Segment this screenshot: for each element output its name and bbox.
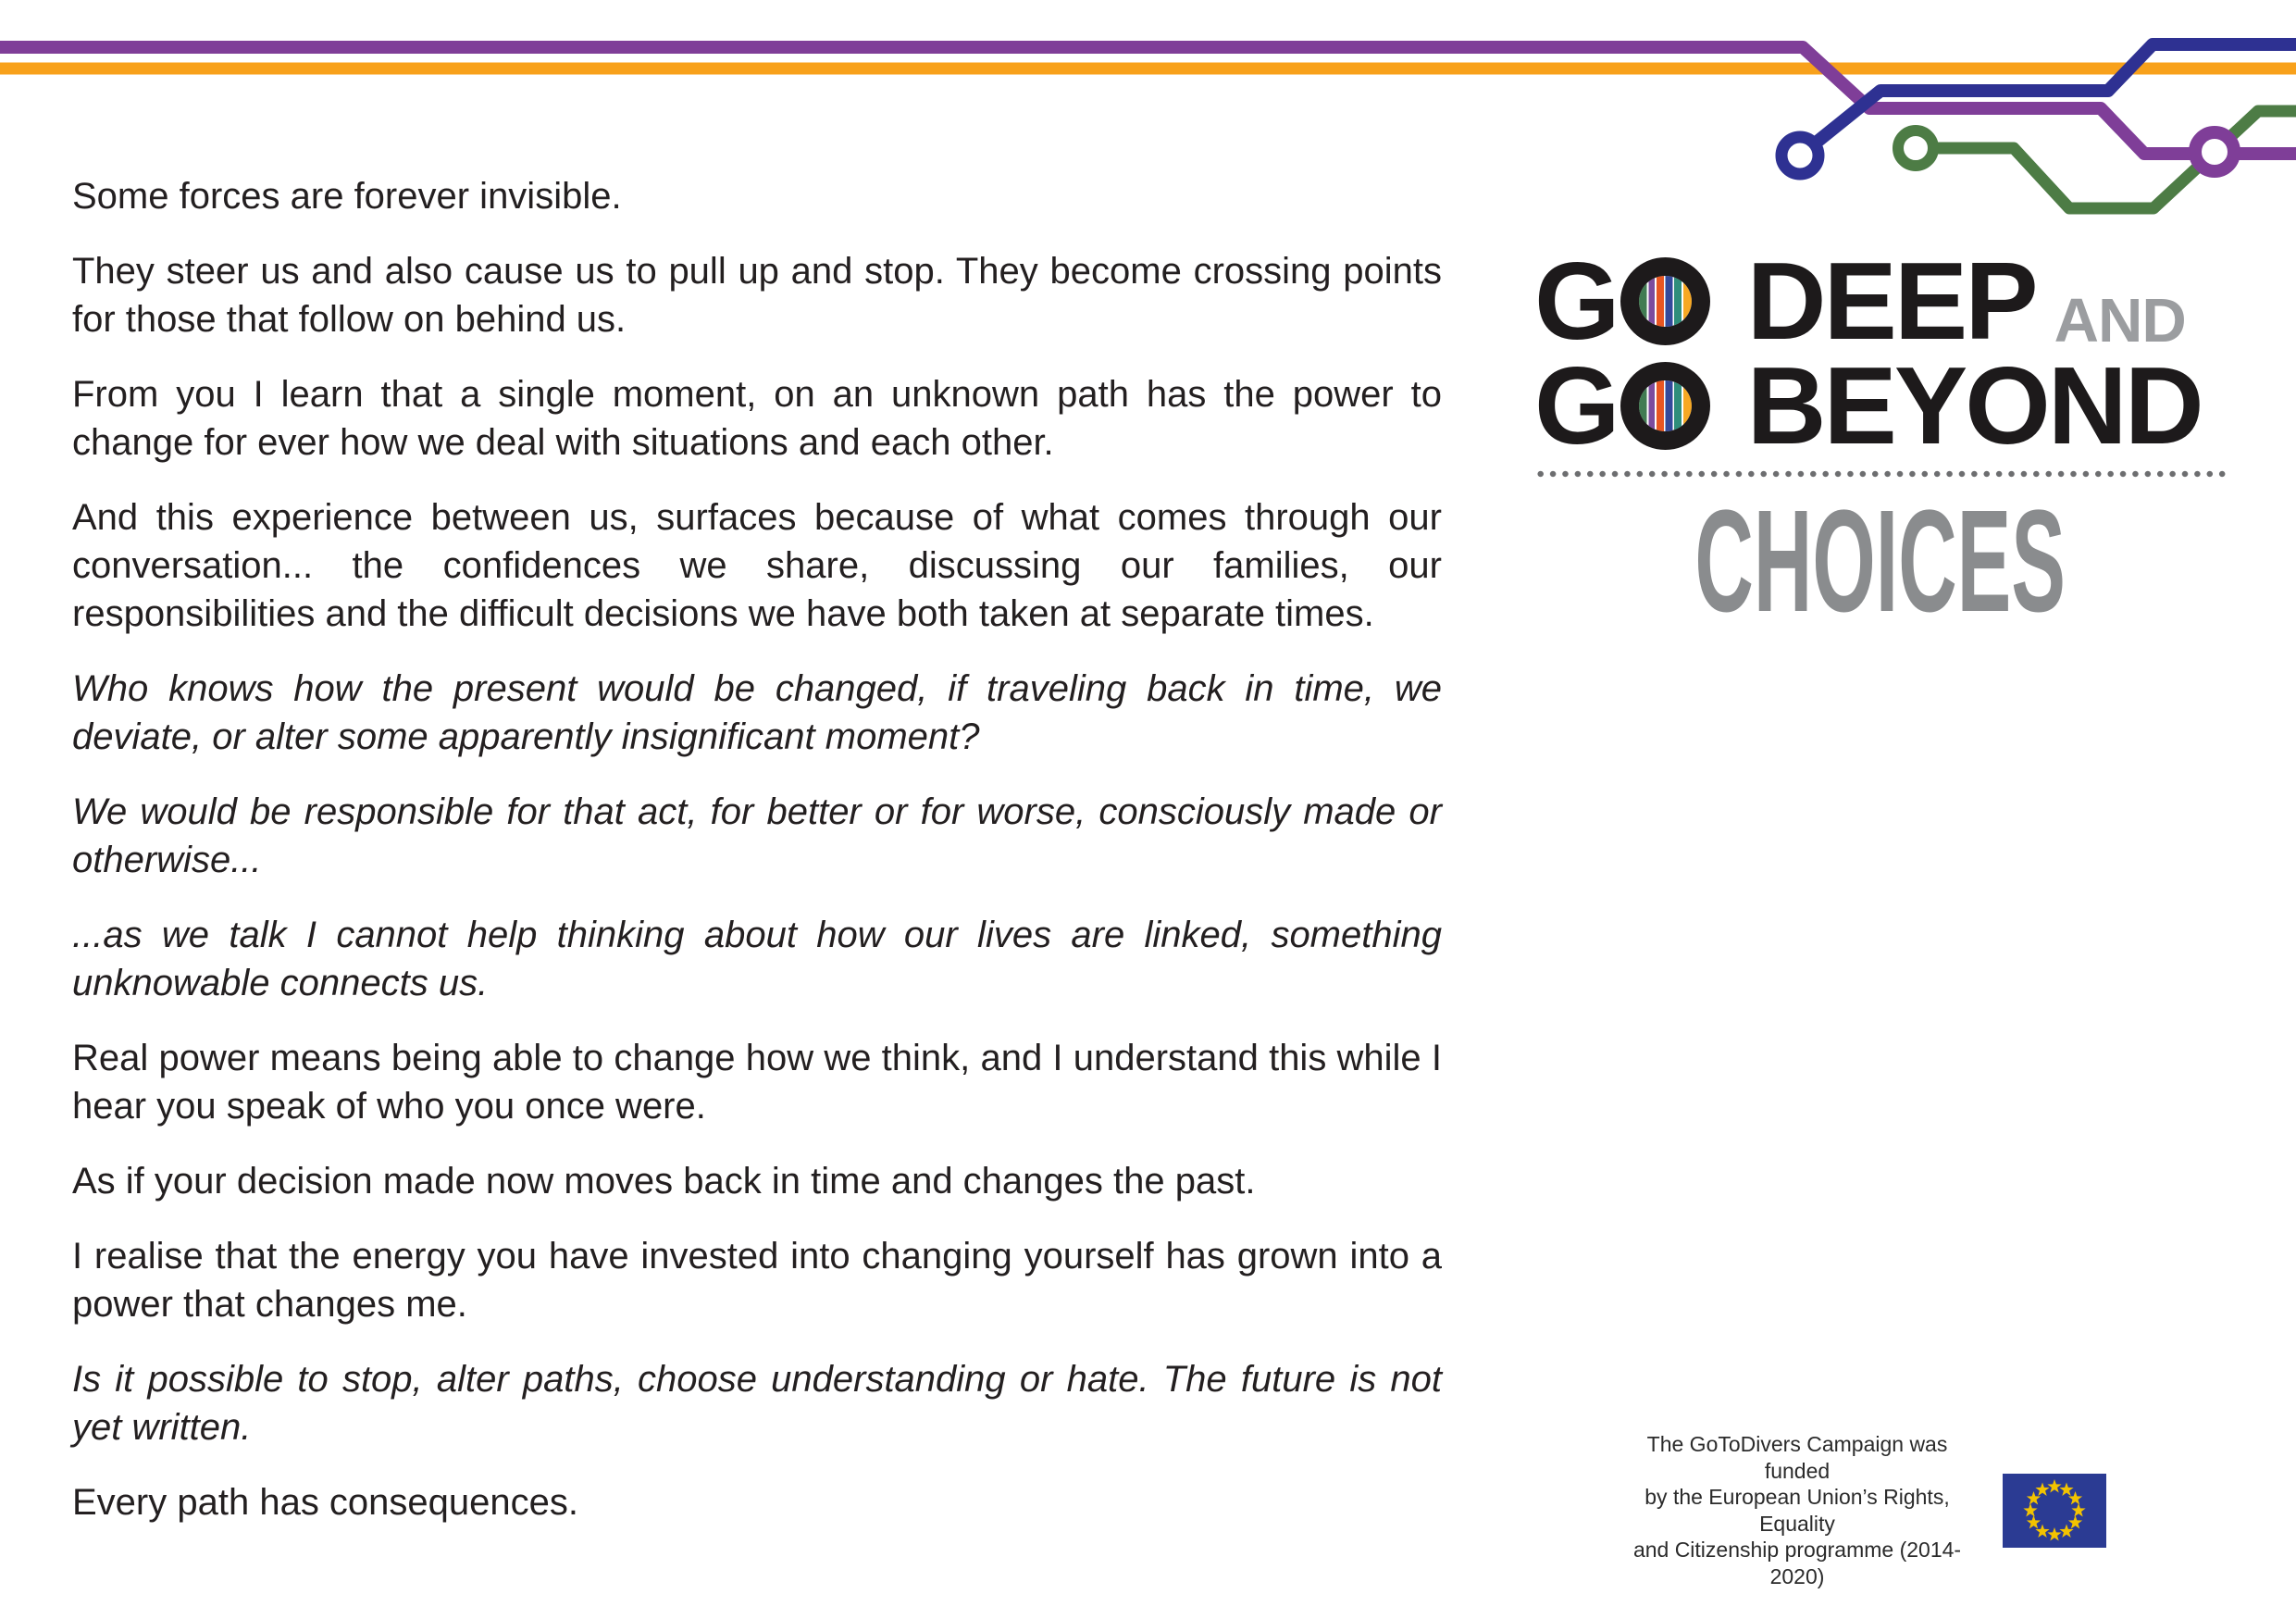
funding-statement [1612, 1431, 1982, 1589]
logo-g-2: G [1534, 344, 1618, 467]
striped-o-icon [1620, 362, 1710, 450]
green-station-circle [1898, 131, 1933, 166]
logo-deep: DEEP [1746, 240, 2036, 363]
paragraph: Who knows how the present would be changed, if traveling back in time, we deviate, or alter some apparently insignificant moment? [72, 668, 1442, 757]
paragraph: And this experience between us, surfaces because of what comes through our conversation... the confidences we share, discussing our families, our responsibilities and the difficult decisions we have both taken at separate times. [72, 497, 1442, 634]
logo-line-2 [1534, 344, 2228, 467]
paragraph: We would be responsible for that act, for better or for worse, consciously made or otherwise... [72, 791, 1442, 880]
body-text [72, 172, 1442, 1553]
paragraph: Is it possible to stop, alter paths, choose understanding or hate. The future is not yet written. [72, 1359, 1442, 1448]
funding-line: by the European Union’s Rights, Equality [1644, 1485, 1950, 1536]
logo-g-1: G [1534, 240, 1618, 363]
funding-line: and Citizenship programme (2014-2020) [1632, 1538, 1962, 1588]
purple-station-circle [2195, 132, 2234, 171]
paragraph: I realise that the energy you have invested into changing yourself has grown into a power that changes me. [72, 1236, 1442, 1325]
paragraph: Real power means being able to change how we think, and I understand this while I hear you speak of who you once were. [72, 1038, 1442, 1127]
eu-flag-icon [2003, 1474, 2106, 1548]
logo-and: AND [2054, 285, 2186, 355]
godeep-gobeyond-logo [1534, 240, 2228, 642]
funding-line: The GoToDivers Campaign was funded [1646, 1432, 1948, 1483]
striped-o-icon [1620, 257, 1710, 345]
paragraph: Some forces are forever invisible. [72, 176, 622, 217]
logo-beyond: BEYOND [1746, 344, 2202, 467]
choices-title: CHOICES [1694, 480, 2066, 642]
paragraph: From you I learn that a single moment, on an unknown path has the power to change for ever how we deal with situations and each other. [72, 374, 1442, 463]
blue-station-circle [1781, 137, 1818, 174]
paragraph: They steer us and also cause us to pull up and stop. They become crossing points for those that follow on behind us. [72, 251, 1442, 340]
logo-line-1 [1534, 240, 2228, 363]
dotted-divider [1534, 470, 2227, 478]
paragraph: Every path has consequences. [72, 1482, 579, 1523]
paragraph: ...as we talk I cannot help thinking about how our lives are linked, something unknowable connects us. [72, 915, 1442, 1003]
paragraph: As if your decision made now moves back in time and changes the past. [72, 1161, 1256, 1202]
choices-row [1534, 480, 2227, 642]
eu-funding-block [1612, 1431, 2106, 1589]
